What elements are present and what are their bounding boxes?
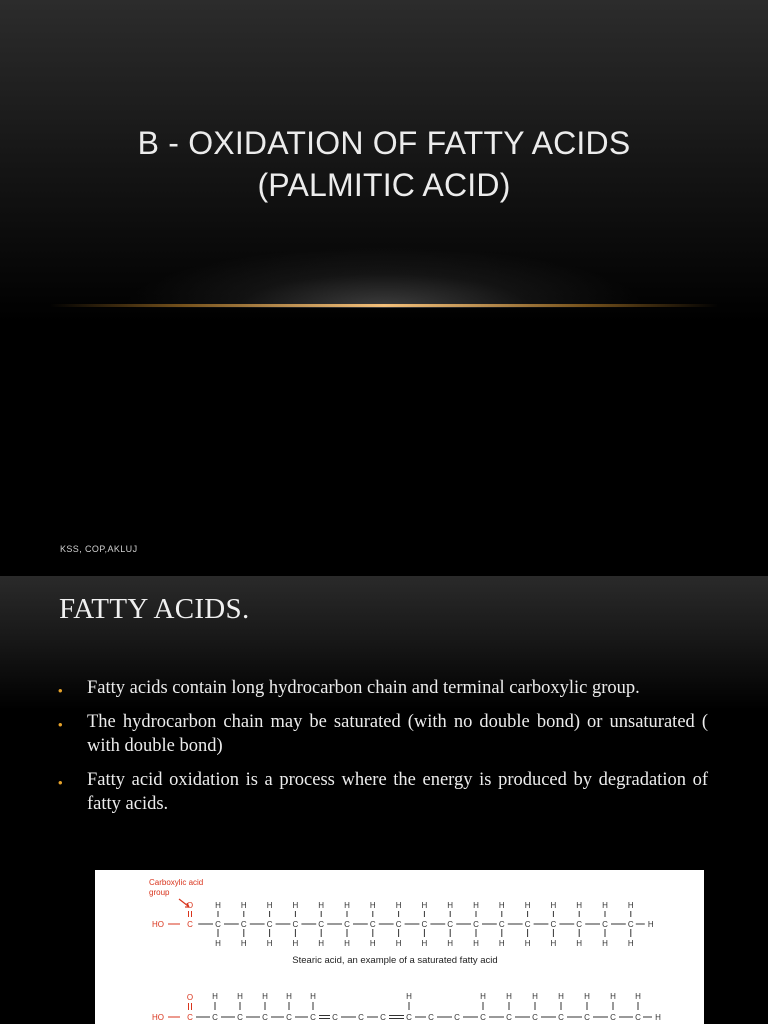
carbon-atom: C [550, 920, 557, 929]
terminal-hydrogen: H [655, 1013, 661, 1022]
hydrogen-atom: H [421, 939, 428, 948]
glow-decoration [60, 232, 708, 308]
slide-title-line2: (PALMITIC ACID) [257, 167, 511, 203]
hydrogen-atom: H [369, 901, 376, 910]
carbon-atom: C [369, 920, 376, 929]
fatty-acid-structure-figure [95, 870, 704, 1024]
carbon-atom: C [215, 920, 221, 929]
carboxyl-carbon: C [187, 1013, 193, 1022]
hydrogen-atom: H [266, 901, 273, 910]
carbon-atom: C [447, 920, 454, 929]
hydrogen-atom: H [602, 901, 608, 910]
slide-footer: KSS, COP,AKLUJ [60, 544, 138, 554]
hydrogen-atom: H [584, 992, 590, 1001]
hydrogen-atom: H [286, 992, 292, 1001]
carbon-atom: C [498, 920, 505, 929]
carbon-atom: C [428, 1013, 434, 1022]
hydrogen-atom: H [240, 939, 247, 948]
hydrogen-atom: H [262, 992, 268, 1001]
hydrogen-atom: H [447, 901, 454, 910]
carbon-atom: C [318, 920, 325, 929]
hydrogen-atom: H [266, 939, 273, 948]
hydrogen-atom: H [576, 901, 583, 910]
slide-title-line1: B - OXIDATION OF FATTY ACIDS [137, 125, 631, 161]
structure-diagram [95, 870, 704, 1024]
hydrogen-atom: H [310, 992, 316, 1001]
carbon-atom: C [635, 1013, 641, 1022]
oxygen-atom: O [186, 901, 194, 910]
carboxyl-carbon: C [187, 920, 193, 929]
hydrogen-atom: H [498, 939, 505, 948]
carbon-atom: C [310, 1013, 316, 1022]
hydrogen-atom: H [318, 939, 325, 948]
hydrogen-atom: H [524, 939, 531, 948]
bullet-text: Fatty acids contain long hydrocarbon chain and terminal carboxylic group. [87, 678, 640, 698]
bullet-item [58, 676, 708, 700]
hydrogen-atom: H [550, 901, 557, 910]
carbon-atom: C [212, 1013, 218, 1022]
carbon-atom: C [473, 920, 479, 929]
hydrogen-atom: H [627, 901, 634, 910]
hydrogen-atom: H [447, 939, 454, 948]
hydrogen-atom: H [558, 992, 564, 1001]
hydroxyl-group: HO [152, 920, 164, 929]
carbon-atom: C [584, 1013, 590, 1022]
hydrogen-atom: H [215, 939, 221, 948]
hydrogen-atom: H [473, 901, 479, 910]
bullet-item [58, 768, 708, 816]
carbon-atom: C [532, 1013, 538, 1022]
carboxylic-group-label: group [149, 888, 170, 897]
hydrogen-atom: H [395, 939, 402, 948]
hydrogen-atom: H [292, 939, 299, 948]
hydrogen-atom: H [344, 901, 350, 910]
hydrogen-atom: H [506, 992, 512, 1001]
bullet-icon: • [58, 775, 63, 790]
carbon-atom: C [602, 920, 608, 929]
hydrogen-atom: H [610, 992, 616, 1001]
bullet-text: The hydrocarbon chain may be saturated (with no double bond) or unsaturated ( with double bond) [87, 712, 708, 756]
carbon-atom: C [266, 920, 273, 929]
hydrogen-atom: H [215, 901, 221, 910]
carbon-atom: C [262, 1013, 268, 1022]
hydrogen-atom: H [480, 992, 486, 1001]
terminal-hydrogen: H [647, 920, 654, 929]
content-slide-title: FATTY ACIDS. [59, 593, 250, 625]
carbon-atom: C [332, 1013, 338, 1022]
figure-caption: Stearic acid, an example of a saturated fatty acid [292, 955, 498, 966]
hydrogen-atom: H [498, 901, 505, 910]
bullet-icon: • [58, 683, 63, 698]
accent-line [50, 304, 718, 307]
hydrogen-atom: H [292, 901, 299, 910]
hydrogen-atom: H [635, 992, 641, 1001]
hydrogen-atom: H [473, 939, 479, 948]
hydrogen-atom: H [421, 901, 428, 910]
bullet-text: Fatty acid oxidation is a process where the energy is produced by degradation of fatty acids. [87, 770, 708, 814]
carbon-atom: C [240, 920, 247, 929]
hydrogen-atom: H [524, 901, 531, 910]
hydrogen-atom: H [318, 901, 325, 910]
hydrogen-atom: H [406, 992, 412, 1001]
hydrogen-atom: H [212, 992, 218, 1001]
oxygen-atom: O [186, 993, 194, 1002]
hydroxyl-group: HO [152, 1013, 164, 1022]
content-slide [0, 576, 768, 1024]
carbon-atom: C [292, 920, 299, 929]
carbon-atom: C [576, 920, 583, 929]
carbon-atom: C [421, 920, 428, 929]
carbon-atom: C [454, 1013, 460, 1022]
hydrogen-atom: H [237, 992, 243, 1001]
hydrogen-atom: H [532, 992, 538, 1001]
carbon-atom: C [395, 920, 402, 929]
carbon-atom: C [406, 1013, 412, 1022]
carbon-atom: C [480, 1013, 486, 1022]
bullet-list [58, 676, 708, 826]
hydrogen-atom: H [627, 939, 634, 948]
hydrogen-atom: H [240, 901, 247, 910]
hydrogen-atom: H [576, 939, 583, 948]
carbon-atom: C [286, 1013, 292, 1022]
bullet-icon: • [58, 717, 63, 732]
carbon-atom: C [237, 1013, 243, 1022]
carbon-atom: C [344, 920, 350, 929]
carbon-atom: C [558, 1013, 564, 1022]
slide-title [0, 122, 768, 206]
bullet-item [58, 710, 708, 758]
hydrogen-atom: H [602, 939, 608, 948]
carbon-atom: C [380, 1013, 386, 1022]
hydrogen-atom: H [550, 939, 557, 948]
hydrogen-atom: H [395, 901, 402, 910]
carbon-atom: C [506, 1013, 512, 1022]
hydrogen-atom: H [344, 939, 350, 948]
carbon-atom: C [358, 1013, 364, 1022]
hydrogen-atom: H [369, 939, 376, 948]
carboxylic-group-label: Carboxylic acid [149, 878, 204, 887]
carbon-atom: C [610, 1013, 616, 1022]
carbon-atom: C [524, 920, 531, 929]
carbon-atom: C [627, 920, 634, 929]
